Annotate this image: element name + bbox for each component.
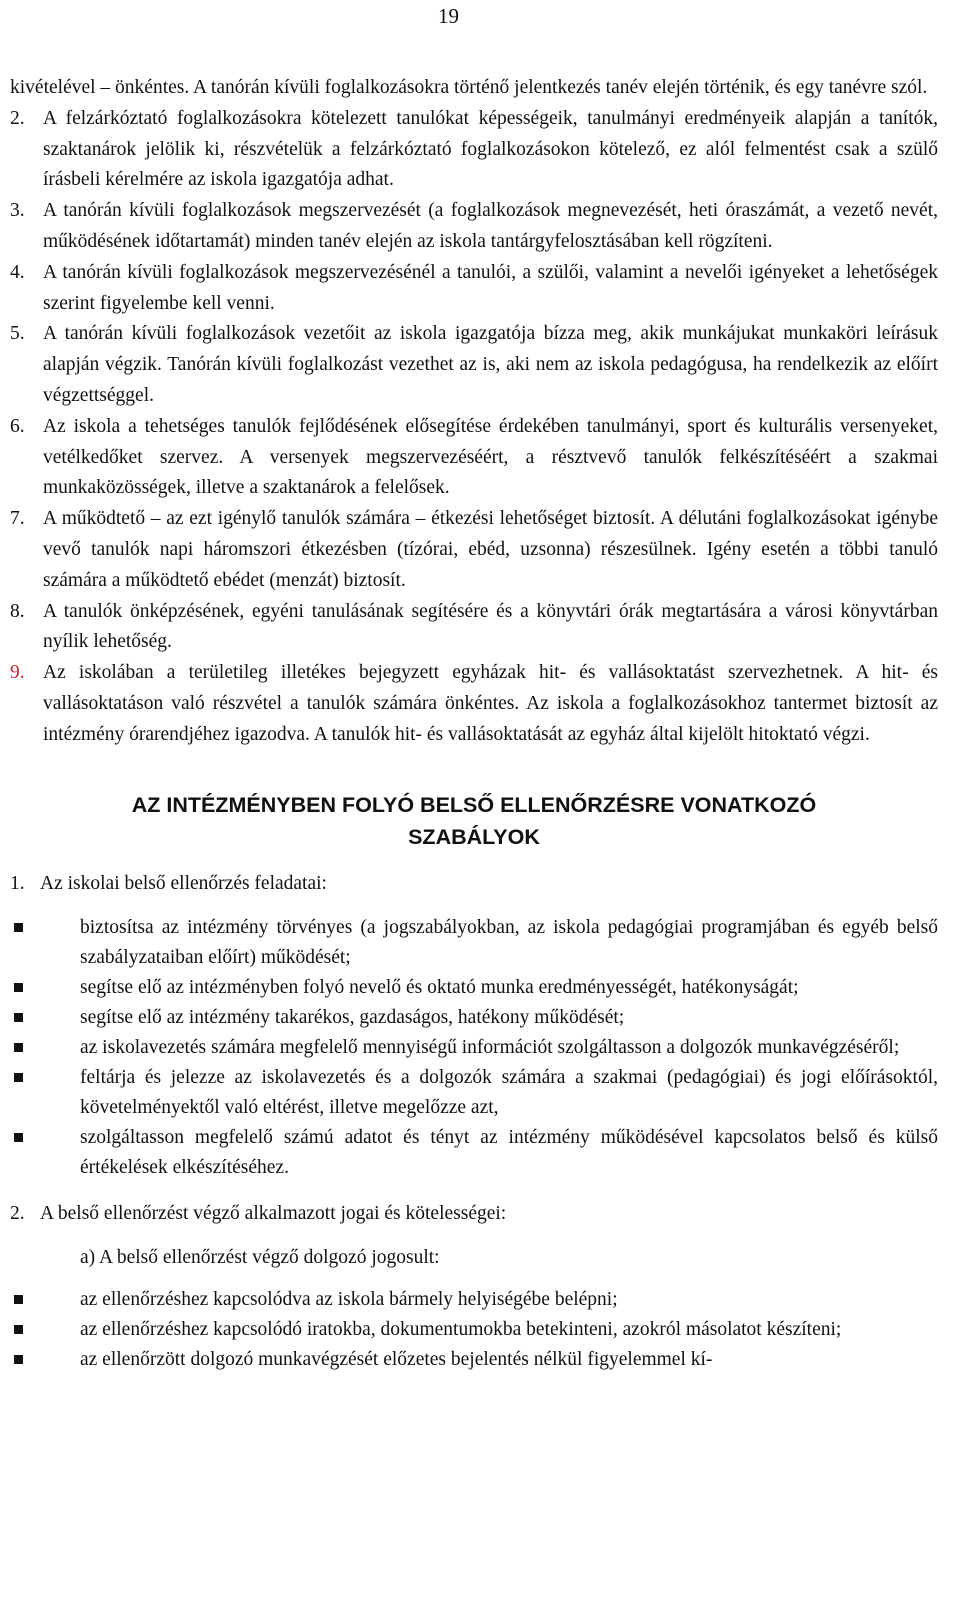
bullet-item: szolgáltasson megfelelő számú adatot és tényt az intézmény működésével kapcsolatos belső és külső értékelések elkészítéséhez.	[80, 1123, 938, 1183]
list-item-number: 2.	[10, 107, 25, 129]
bullet-item: az ellenőrzéshez kapcsolódó iratokba, dokumentumokba betekinteni, azokról másolatot készíteni;	[80, 1315, 938, 1345]
numbered-list	[10, 104, 938, 751]
bullet-item: az ellenőrzött dolgozó munkavégzését előzetes bejelentés nélkül figyelemmel kí-	[80, 1345, 938, 1375]
list-item-number: 3.	[10, 200, 25, 222]
list-item-number: 9.	[10, 662, 25, 684]
list-item-number: 8.	[10, 600, 25, 622]
list-item-number: 5.	[10, 323, 25, 345]
list-item	[10, 319, 938, 411]
bullet-item: az ellenőrzéshez kapcsolódva az iskola bármely helyiségébe belépni;	[80, 1285, 938, 1315]
list-item	[10, 196, 938, 258]
list-item	[10, 412, 938, 504]
list-item	[10, 104, 938, 196]
page-number: 19	[438, 4, 459, 28]
section-2-number: 2.	[10, 1202, 25, 1224]
list-item	[10, 504, 938, 596]
section-2-subtitle: a) A belső ellenőrzést végző dolgozó jogosult:	[80, 1246, 440, 1268]
list-item-text: Az iskolában a területileg illetékes bejegyzett egyházak hit- és vallásoktatást szervezhetnek. A hit- és vallásoktatáson való részvétel a tanulók számára önkéntes. Az iskola a foglalkozásokhoz tantermet biztosít az intézmény órarendjéhez igazodva. A tanulók hit- és vallásoktatását az egyház által kijelölt hitoktató végzi.	[43, 662, 938, 745]
bullet-item: biztosítsa az intézmény törvényes (a jogszabályokban, az iskola pedagógiai programjában és egyéb belső szabályzataiban előírt) működését;	[80, 913, 938, 973]
section-1-title-text: Az iskolai belső ellenőrzés feladatai:	[40, 872, 327, 894]
list-item-text: A működtető – az ezt igénylő tanulók számára – étkezési lehetőséget biztosít. A délutáni foglalkozásokat igénybe vevő tanulók napi háromszori étkezésben (tízórai, ebéd, uzsonna) részesülnek. Igény esetén a többi tanuló számára a működtető ebédet (menzát) biztosít.	[43, 508, 938, 591]
section-1-number: 1.	[10, 872, 25, 894]
document-body	[10, 73, 938, 1375]
bullet-item: az iskolavezetés számára megfelelő mennyiségű információt szolgáltasson a dolgozók munkavégzéséről;	[80, 1033, 938, 1063]
section-2-title	[10, 1199, 938, 1229]
list-item-text: A felzárkóztató foglalkozásokra kötelezett tanulókat képességeik, tanulmányi eredményeik alapján a tanítók, szaktanárok jelölik ki, részvételük a felzárkóztató foglalkozásokon kötelező, ez alól felmentést csak a szülő írásbeli kérelmére az iskola igazgatója adhat.	[43, 107, 938, 191]
section-1-title	[10, 869, 938, 899]
section-2-title-text: A belső ellenőrzést végző alkalmazott jogai és kötelességei:	[40, 1202, 507, 1224]
section-2-bullets	[10, 1285, 938, 1375]
list-item-text: A tanórán kívüli foglalkozások megszervezését (a foglalkozások megnevezését, heti óraszámát, a vezető nevét, működésének időtartamát) minden tanév elején az iskola tantárgyfelosztásában kell rögzíteni.	[43, 200, 938, 252]
list-item	[10, 597, 938, 659]
intro-paragraph: kivételével – önkéntes. A tanórán kívüli foglalkozásokra történő jelentkezés tanév elején történik, és egy tanévre szól.	[10, 77, 928, 98]
list-item	[10, 658, 938, 750]
bullet-item: segítse elő az intézmény takarékos, gazdaságos, hatékony működését;	[80, 1003, 938, 1033]
list-item-number: 6.	[10, 415, 25, 437]
section-1-bullets	[10, 913, 938, 1183]
list-item-text: A tanórán kívüli foglalkozások megszervezésénél a tanulói, a szülői, valamint a nevelői igényeket a lehetőségek szerint figyelembe kell venni.	[43, 261, 938, 314]
bullet-item: feltárja és jelezze az iskolavezetés és a dolgozók számára a szakmai (pedagógiai) és jogi előírásoktól, követelményektől való eltérést, illetve megelőzze azt,	[80, 1063, 938, 1123]
list-item-text: A tanórán kívüli foglalkozások vezetőit az iskola igazgatója bízza meg, akik munkájukat munkaköri leírásuk alapján végzik. Tanórán kívüli foglalkozást vezethet az is, aki nem az iskola pedagógusa, ha rendelkezik az előírt végzettséggel.	[43, 323, 938, 406]
list-item-number: 7.	[10, 508, 25, 530]
section-heading: AZ INTÉZMÉNYBEN FOLYÓ BELSŐ ELLENŐRZÉSRE VONATKOZÓ SZABÁLYOK	[131, 792, 817, 849]
bullet-item: segítse elő az intézményben folyó nevelő és oktató munka eredményességét, hatékonyságát;	[80, 973, 938, 1003]
list-item-text: Az iskola a tehetséges tanulók fejlődésének elősegítése érdekében tanulmányi, sport és kulturális versenyeket, vetélkedőket szervez. A versenyek megszervezéséért, a résztvevő tanulók felkészítéséért a szakmai munkaközösségek, illetve a szaktanárok a felelősek.	[43, 415, 938, 499]
list-item-number: 4.	[10, 261, 25, 283]
list-item-text: A tanulók önképzésének, egyéni tanulásának segítésére és a könyvtári órák megtartására a városi könyvtárban nyílik lehetőség.	[43, 600, 938, 653]
list-item	[10, 258, 938, 320]
